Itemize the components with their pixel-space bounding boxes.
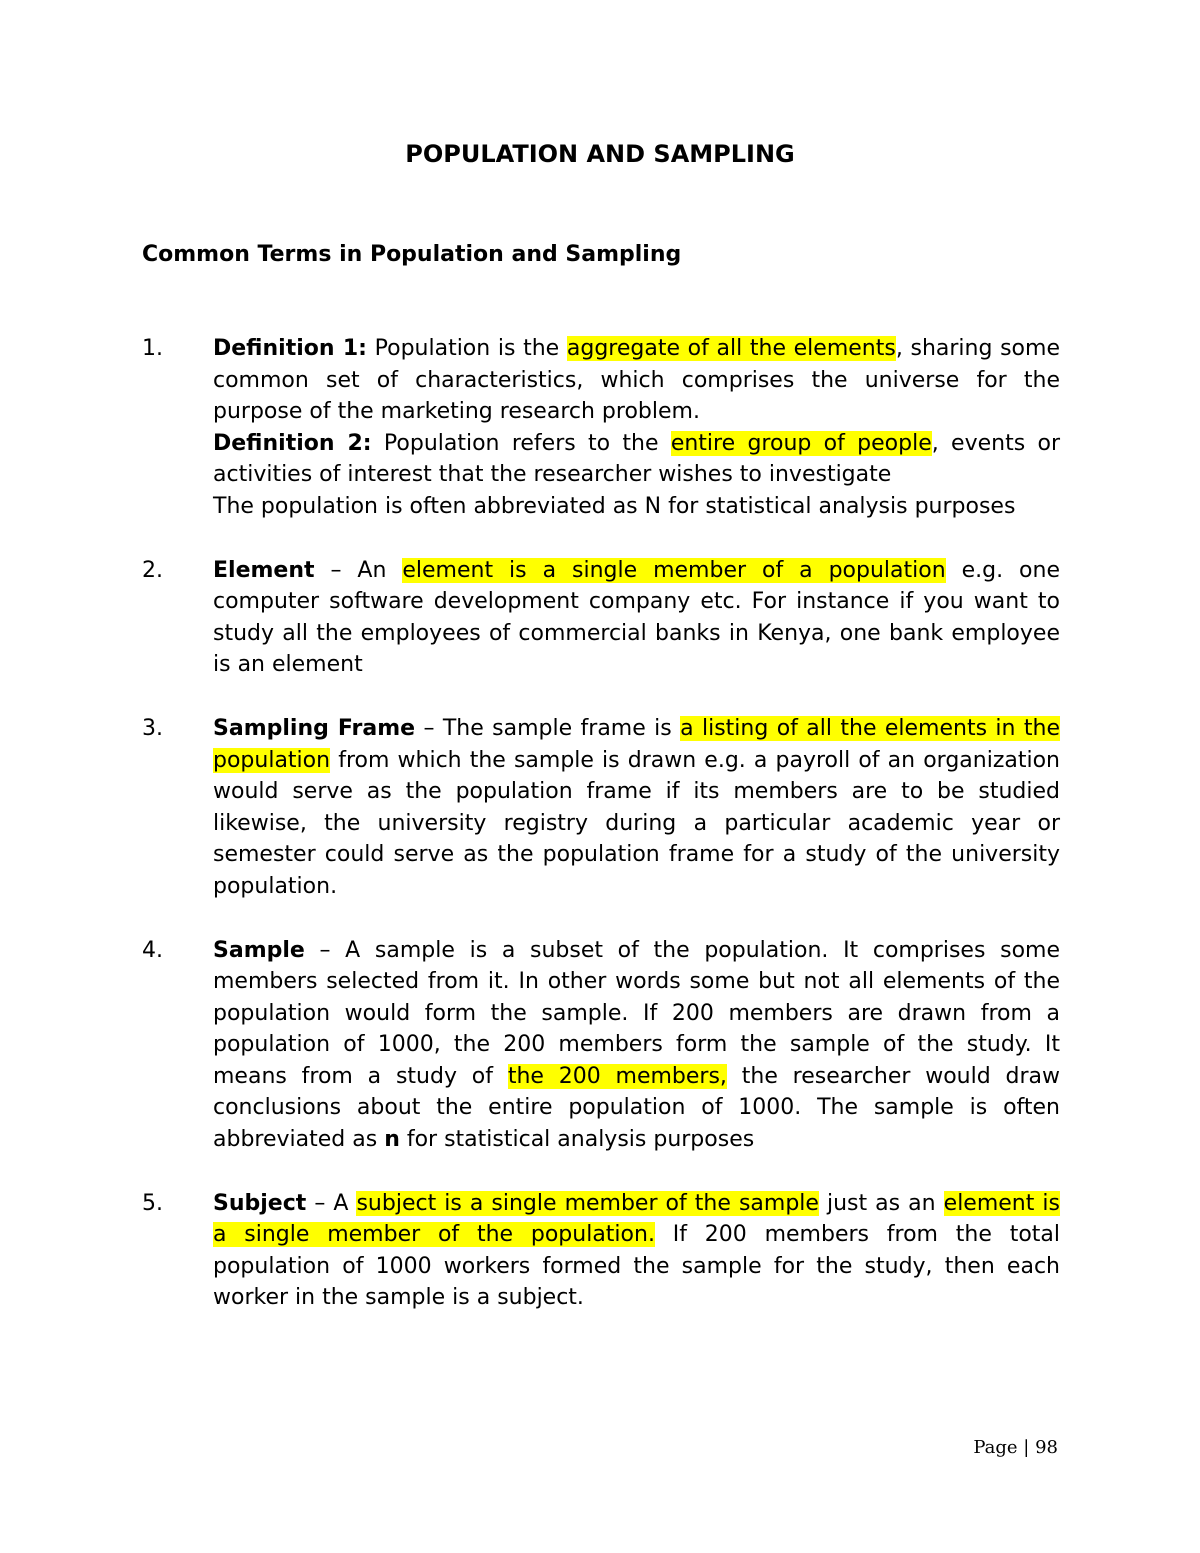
term-label: Element (213, 557, 315, 583)
definition-2: Definition 2: Population refers to the entire group of people, events or activities of interest that the researcher wishes to investigate (213, 430, 1060, 488)
page-number: Page | 98 (973, 1437, 1058, 1458)
list-item (142, 333, 1060, 523)
highlight: element is a single member of the population. (213, 1190, 1060, 1248)
definition-1: Definition 1: Population is the aggregate of all the elements, sharing some common set of characteristics, which comprises the universe for the purpose of the marketing research problem. (213, 336, 1060, 425)
list-number: 5. (142, 1190, 163, 1216)
element-definition: Element – An element is a single member of a population e.g. one computer software development company etc. For instance if you want to study all the employees of commercial banks in Kenya, one bank employee is an element (213, 557, 1060, 678)
sample-definition: Sample – A sample is a subset of the population. It comprises some members selected from it. In other words some but not all elements of the population would form the sample. If 200 members are drawn from a population of 1000, the 200 members form the sample of the study. It means from a study of the 200 members, the researcher would draw conclusions about the entire population of 1000. The sample is often abbreviated as n for statistical analysis purposes (213, 937, 1061, 1153)
section-heading: Common Terms in Population and Sampling (142, 242, 682, 267)
terms-list (142, 333, 1060, 1346)
highlight: entire group of people (670, 430, 932, 456)
sample-symbol: n (384, 1127, 400, 1153)
term-label: Subject (213, 1190, 307, 1216)
page-title: POPULATION AND SAMPLING (405, 140, 795, 168)
term-label: Sample (213, 937, 305, 963)
highlight: a listing of all the elements in the population (213, 715, 1060, 773)
list-item (142, 1188, 1060, 1314)
term-label: Definition 1: (213, 336, 367, 361)
highlight: the 200 members, (507, 1063, 727, 1089)
highlight: aggregate of all the elements (566, 336, 896, 361)
subject-definition: Subject – A subject is a single member of the sample just as an element is a single member of the population. If 200 members from the total population of 1000 workers formed the sample for the study, then each worker in the sample is a subject. (213, 1190, 1061, 1311)
sampling-frame-definition: Sampling Frame – The sample frame is a listing of all the elements in the population from which the sample is drawn e.g. a payroll of an organization would serve as the population frame if its members are to be studied likewise, the university registry during a particular academic year or semester could serve as the population frame for a study of the university population. (213, 715, 1060, 899)
list-number: 2. (142, 557, 163, 583)
list-number: 3. (142, 715, 163, 741)
list-item (142, 713, 1060, 903)
list-number: 1. (142, 336, 163, 361)
list-item (142, 555, 1060, 681)
highlight: subject is a single member of the sample (356, 1190, 819, 1216)
list-item (142, 935, 1060, 1156)
highlight: element is a single member of a population (402, 557, 946, 583)
term-label: Sampling Frame (213, 715, 416, 741)
list-number: 4. (142, 937, 163, 963)
term-label: Definition 2: (213, 430, 372, 456)
population-note: The population is often abbreviated as N for statistical analysis purposes (213, 493, 1016, 519)
